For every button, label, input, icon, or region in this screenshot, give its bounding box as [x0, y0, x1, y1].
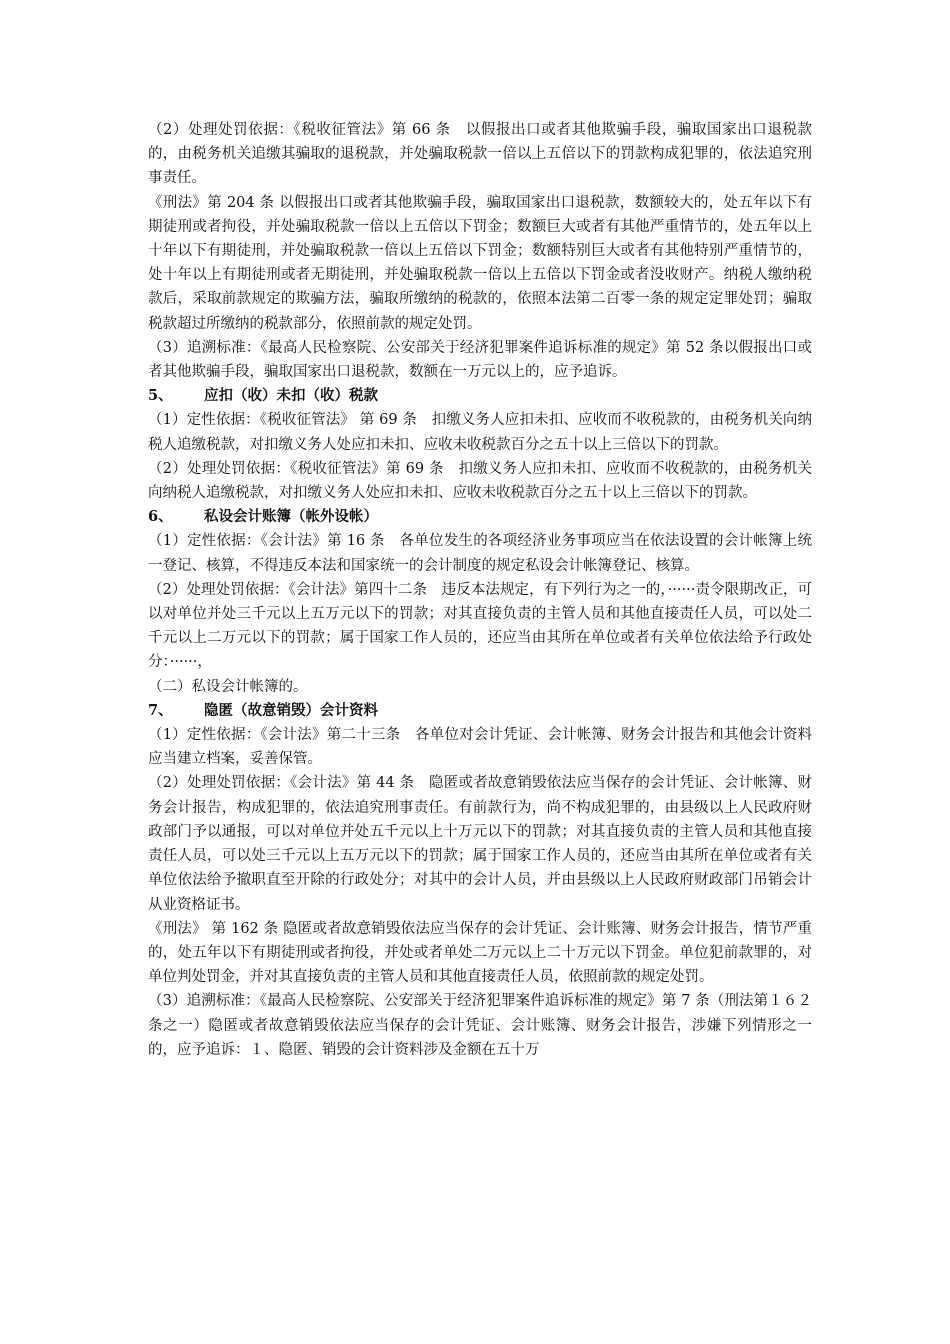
- paragraph: （2）处理处罚依据：《税收征管法》第 69 条 扣缴义务人应扣未扣、应收而不收税款的，由税务机关向纳税人追缴税款，对扣缴义务人处应扣未扣、应收未收税款百分之五十以上三倍以下的罚款。: [148, 460, 812, 502]
- section-number: 6、: [148, 508, 173, 526]
- paragraph: （3）追溯标准：《最高人民检察院、公安部关于经济犯罪案件追诉标准的规定》第 7 条（刑法第１６２条之一）隐匿或者故意销毁依法应当保存的会计凭证、会计账簿、财务会计报告，涉嫌下列情形之一的，应予追诉：１、隐匿、销毁的会计资料涉及金额在五十万: [148, 993, 812, 1058]
- paragraph: （2）处理处罚依据：《税收征管法》第 66 条 以假报出口或者其他欺骗手段，骗取国家出口退税款的，由税务机关追缴其骗取的退税款，并处骗取税款一倍以上五倍以下的罚款构成犯罪的，依法追究刑事责任。: [148, 122, 812, 187]
- paragraph: 《刑法》第 204 条 以假报出口或者其他欺骗手段，骗取国家出口退税款，数额较大的，处五年以下有期徒刑或者拘役，并处骗取税款一倍以上五倍以下罚金；数额巨大或者有其他严重情节的，处五年以上十年以下有期徒刑，并处骗取税款一倍以上五倍以下罚金；数额特别巨大或者有其他特别严重情节的，处十年以上有期徒刑或者无期徒刑，并处骗取税款一倍以上五倍以下罚金或者没收财产。纳税人缴纳税款后，采取前款规定的欺骗方法，骗取所缴纳的税款的，依照本法第二百零一条的规定定罪处罚；骗取税款超过所缴纳的税款部分，依照前款的规定处罚。: [148, 194, 812, 332]
- paragraph: （1）定性依据：《税收征管法》 第 69 条 扣缴义务人应扣未扣、应收而不收税款的，由税务机关向纳税人追缴税款，对扣缴义务人处应扣未扣、应收未收税款百分之五十以上三倍以下的罚款。: [148, 412, 812, 453]
- document-page: [148, 118, 812, 1062]
- paragraph: （2）处理处罚依据：《会计法》第 44 条 隐匿或者故意销毁依法应当保存的会计凭证、会计帐簿、财务会计报告，构成犯罪的，依法追究刑事责任。有前款行为，尚不构成犯罪的，由县级以上人民政府财政部门予以通报，可以对单位并处五千元以上十万元以下的罚款；对其直接负责的主管人员和其他直接责任人员，可以处三千元以上五万元以下的罚款；属于国家工作人员的，还应当由其所在单位或者有关单位依法给予撤职直至开除的行政处分；对其中的会计人员，并由县级以上人民政府财政部门吊销会计从业资格证书。: [148, 775, 812, 913]
- paragraph: 《刑法》 第 162 条 隐匿或者故意销毁依法应当保存的会计凭证、会计账簿、财务会计报告，情节严重的，处五年以下有期徒刑或者拘役，并处或者单处二万元以上二十万元以下罚金。单位犯前款罪的，对单位判处罚金，并对其直接负责的主管人员和其他直接责任人员，依照前款的规定处罚。: [148, 920, 812, 986]
- section-number: 7、: [148, 701, 173, 719]
- paragraph: （1）定性依据：《会计法》第 16 条 各单位发生的各项经济业务事项应当在依法设置的会计帐簿上统一登记、核算，不得违反本法和国家统一的会计制度的规定私设会计帐簿登记、核算。: [148, 533, 812, 574]
- section-heading: [148, 699, 812, 723]
- section-heading: [148, 505, 812, 529]
- section-number: 5、: [148, 387, 173, 405]
- paragraph: （3）追溯标准：《最高人民检察院、公安部关于经济犯罪案件追诉标准的规定》第 52 条以假报出口或者其他欺骗手段，骗取国家出口退税款，数额在一万元以上的，应予追诉。: [148, 339, 812, 381]
- section-title: 隐匿（故意销毁）会计资料: [204, 701, 378, 719]
- paragraph: （1）定性依据：《会计法》第二十三条 各单位对会计凭证、会计帐簿、财务会计报告和其他会计资料应当建立档案，妥善保管。: [148, 727, 812, 768]
- paragraph: （二）私设会计帐簿的。: [148, 678, 308, 695]
- paragraph: （2）处理处罚依据：《会计法》第四十二条 违反本法规定，有下列行为之一的，······责令限期改正，可以对单位并处三千元以上五万元以下的罚款；对其直接负责的主管人员和其他直接责任人员，可以处二千元以上二万元以下的罚款；属于国家工作人员的，还应当由其所在单位或者有关单位依法给予行政处分：······，: [148, 581, 812, 671]
- section-title: 私设会计账簿（帐外设帐）: [204, 508, 378, 526]
- section-title: 应扣（收）未扣（收）税款: [204, 387, 378, 405]
- section-heading: [148, 384, 812, 408]
